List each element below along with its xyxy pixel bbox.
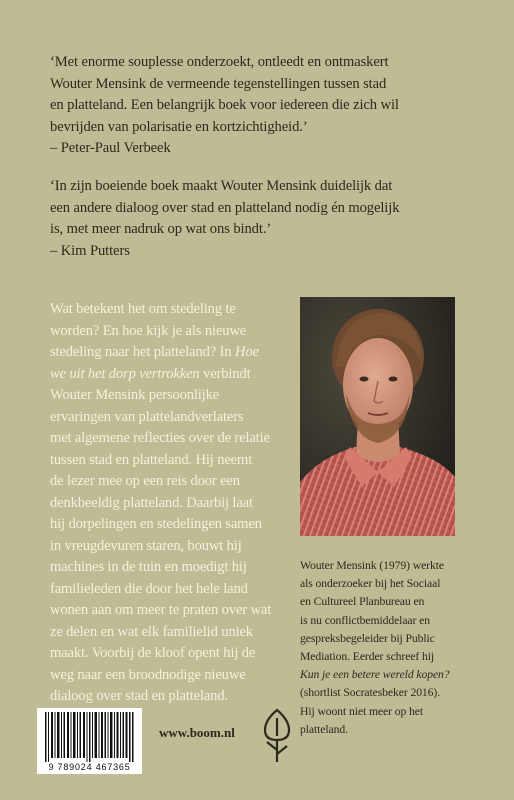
bio-line [300,666,465,684]
bio-line: Hij woont niet meer op het [300,704,424,718]
quote-line: ‘Met enorme souplesse onderzoekt, ontleedt en ontmaskert [50,54,389,70]
bio-line: Mediation. Eerder schreef hij [300,650,435,664]
endorsement-quote-2 [50,176,490,262]
blurb-line [50,364,300,386]
quote-line: is, met meer nadruk op wat ons bindt.’ [50,221,272,237]
blurb-line: Wouter Mensink persoonlijke [50,387,220,403]
quote-line: ‘In zijn boeiende boek maakt Wouter Mensink duidelijk dat [50,178,393,194]
bio-line: (shortlist Socratesbeker 2016). [300,686,441,700]
publisher-website: www.boom.nl [159,725,235,740]
quote-attribution: – Kim Putters [50,242,130,259]
blurb-line: machines in de tuin en moedigt hij [50,559,247,575]
quote-attribution: – Peter-Paul Verbeek [50,140,171,156]
book-title-part: Hoe [234,344,259,360]
bio-line: en Cultureel Planbureau en [300,595,425,609]
blurb-text: stedeling naar het platteland? In [50,344,235,360]
blurb-line [50,342,300,364]
quote-line: en platteland. Een belangrijk boek voor iedereen die zich wil [50,97,399,113]
author-bio [300,557,465,739]
blurb-line: wonen aan om meer te praten over wat [50,602,272,618]
barcode-bars [45,712,134,762]
blurb-line: tussen stad en platteland. Hij neemt [50,451,253,468]
book-blurb [50,299,300,708]
blurb-line: Wat betekent het om stedeling te [50,301,236,317]
blurb-line: weg naar een broodnodige nieuwe [50,666,246,683]
previous-book-title: Kun je een betere wereld kopen? [300,668,450,682]
quote-line: Wouter Mensink de vermeende tegenstellingen tussen stad [50,75,387,92]
blurb-line: dialoog over stad en platteland. [50,688,228,704]
blurb-line: ervaringen van plattelandverlaters [50,408,244,425]
blurb-text: verbindt [199,365,251,382]
author-photo [300,297,455,536]
endorsement-quote-1 [50,52,490,160]
blurb-line: de lezer mee op een reis door een [50,473,240,489]
book-title-part: we uit het dorp vertrokken [50,365,200,382]
bio-line: is nu conflictbemiddelaar en [300,613,430,627]
blurb-line: familieleden die door het hele land [50,580,248,597]
blurb-line: met algemene reflecties over de relatie [50,430,270,446]
blurb-line: in vreugdevuren staren, bouwt hij [50,537,242,554]
isbn-barcode [37,708,142,774]
blurb-line: ze delen en wat elk familielid uniek [50,623,253,640]
publisher-logo-icon [257,706,297,766]
blurb-line: hij dorpelingen en stedelingen samen [50,516,262,532]
bio-line: gespreksbegeleider bij Public [300,631,435,645]
author-portrait-illustration [300,297,455,536]
blurb-line: denkbeeldig platteland. Daarbij laat [50,494,253,511]
blurb-line: worden? En hoe kijk je als nieuwe [50,322,247,339]
bio-line: platteland. [300,722,348,736]
blurb-line: maakt. Voorbij de kloof opent hij de [50,645,256,661]
quote-line: een andere dialoog over stad en platteland nodig én mogelijk [50,199,400,216]
bio-line: Wouter Mensink (1979) werkte [300,559,444,572]
bio-line: als onderzoeker bij het Sociaal [300,577,441,591]
isbn-number: 9 789024 467365 [48,762,131,772]
quote-line: bevrijden van polarisatie en kortzichtigheid.’ [50,118,308,135]
